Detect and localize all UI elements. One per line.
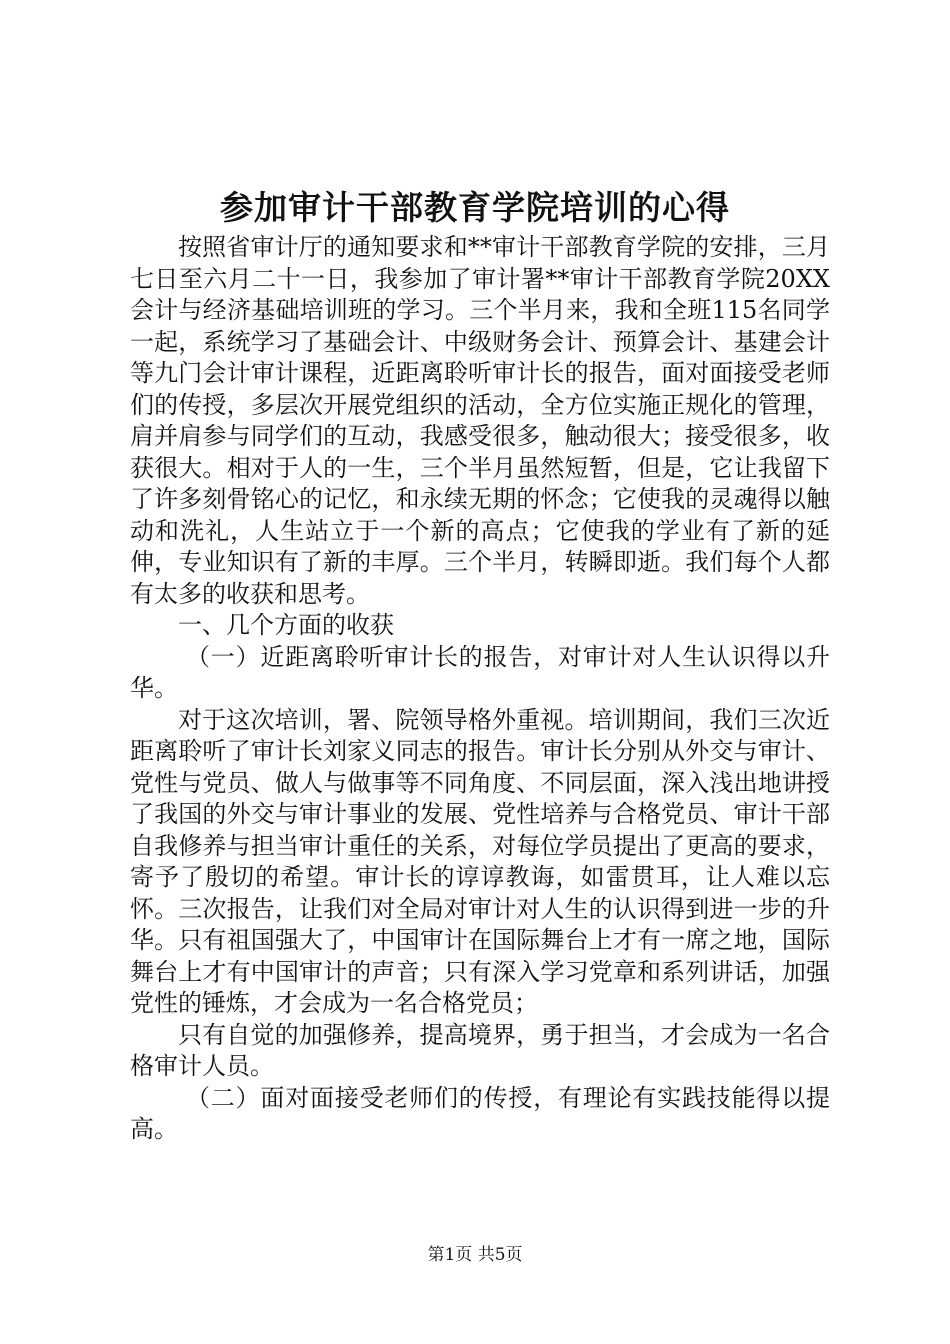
subsection-heading-1: （一）近距离聆听审计长的报告，对审计对人生认识得以升华。 [130, 642, 830, 702]
document-title: 参加审计干部教育学院培训的心得 [220, 188, 730, 227]
document-body [130, 232, 830, 1146]
intro-paragraph: 按照省审计厅的通知要求和**审计干部教育学院的安排，三月七日至六月二十一日，我参加了审计署**审计干部教育学院20XX会计与经济基础培训班的学习。三个半月来，我和全班115名同学一起，系统学习了基础会计、中级财务会计、预算会计、基建会计等九门会计审计课程，近距离聆听审计长的报告，面对面接受老师们的传授，多层次开展党组织的活动，全方位实施正规化的管理，肩并肩参与同学们的互动，我感受很多，触动很大；接受很多，收获很大。相对于人的一生，三个半月虽然短暂，但是，它让我留下了许多刻骨铭心的记忆，和永续无期的怀念；它使我的灵魂得以触动和洗礼，人生站立于一个新的高点；它使我的学业有了新的延伸，专业知识有了新的丰厚。三个半月，转瞬即逝。我们每个人都有太多的收获和思考。 [130, 233, 830, 608]
body-paragraph: 对于这次培训，署、院领导格外重视。培训期间，我们三次近距离聆听了审计长刘家义同志的报告。审计长分别从外交与审计、党性与党员、做人与做事等不同角度、不同层面，深入浅出地讲授了我国的外交与审计事业的发展、党性培养与合格党员、审计干部自我修养与担当审计重任的关系，对每位学员提出了更高的要求，寄予了殷切的希望。审计长的谆谆教诲，如雷贯耳，让人难以忘怀。三次报告，让我们对全局对审计对人生的认识得到进一步的升华。只有祖国强大了，中国审计在国际舞台上才有一席之地，国际舞台上才有中国审计的声音；只有深入学习党章和系列讲话，加强党性的锤炼，才会成为一名合格党员； [130, 705, 830, 1017]
page-number-footer: 第1页 共5页 [427, 1245, 523, 1265]
subsection-heading-2: （二）面对面接受老师们的传授，有理论有实践技能得以提高。 [130, 1083, 830, 1143]
body-paragraph: 只有自觉的加强修养，提高境界，勇于担当，才会成为一名合格审计人员。 [130, 1020, 830, 1080]
section-heading: 一、几个方面的收获 [178, 611, 394, 639]
